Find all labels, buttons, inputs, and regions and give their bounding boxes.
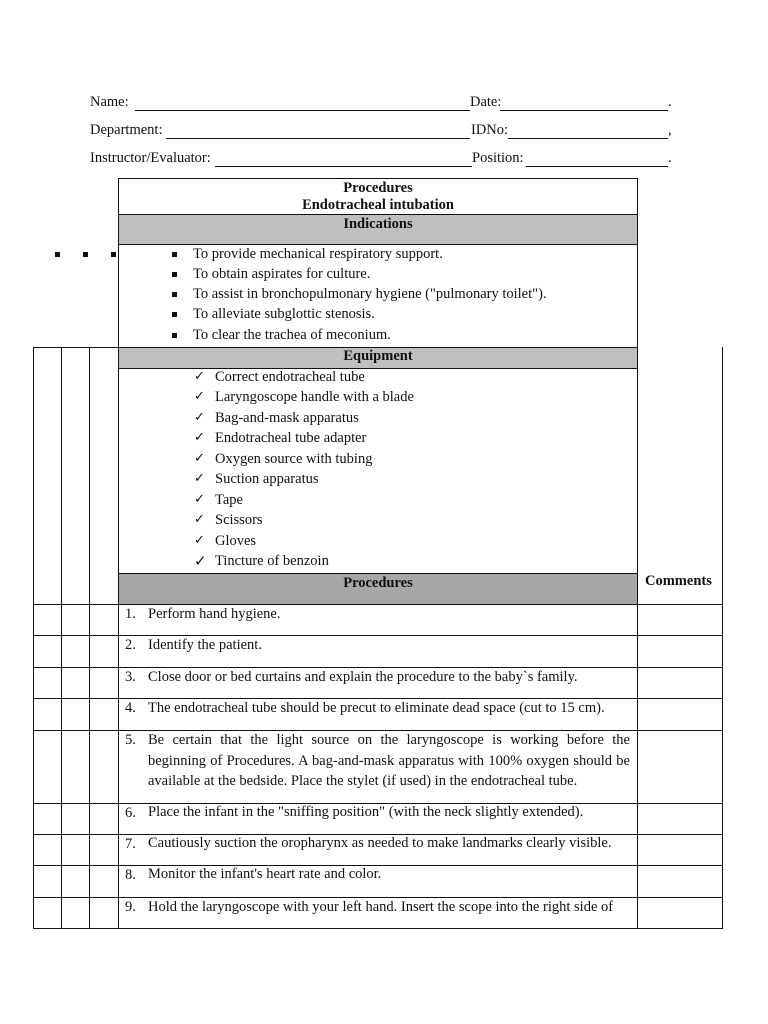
table-top-border — [118, 178, 638, 179]
comments-heading: Comments — [645, 573, 712, 589]
step-text: Perform hand hygiene. — [148, 606, 281, 622]
indications-heading: Indications — [343, 216, 413, 232]
check-icon: ✓ — [194, 552, 207, 570]
step-number: 9. — [125, 899, 136, 915]
position-end-mark: . — [668, 150, 672, 166]
instructor-field[interactable] — [215, 166, 472, 167]
list-item: Laryngoscope handle with a blade — [215, 389, 414, 405]
idno-end-mark: , — [668, 122, 672, 138]
list-item: Bag-and-mask apparatus — [215, 410, 359, 426]
table-title: Procedures — [343, 180, 413, 196]
step-number: 7. — [125, 836, 136, 852]
table-left-border — [118, 178, 119, 929]
step-number: 3. — [125, 669, 136, 685]
list-item: To assist in bronchopulmonary hygiene ("pulmonary toilet"). — [193, 286, 547, 302]
check-icon: ✓ — [194, 451, 205, 466]
list-item: To obtain aspirates for culture. — [193, 266, 371, 282]
date-label: Date: — [470, 94, 502, 110]
name-date-row — [90, 94, 680, 114]
instructor-position-row — [90, 150, 680, 170]
list-item: Gloves — [215, 533, 257, 549]
list-item: Tape — [215, 492, 243, 508]
list-item: Scissors — [215, 512, 263, 528]
step-number: 1. — [125, 606, 136, 622]
stray-bullet — [83, 252, 88, 257]
step-text: The endotracheal tube should be precut to eliminate dead space (cut to 15 cm). — [148, 700, 605, 716]
step-text: Cautiously suction the oropharynx as needed to make landmarks clearly visible. — [148, 835, 612, 851]
bullet-icon — [172, 292, 177, 297]
department-field[interactable] — [166, 138, 470, 139]
step-text: Identify the patient. — [148, 637, 262, 653]
name-label: Name: — [90, 94, 129, 110]
date-field[interactable] — [500, 110, 668, 111]
step-text: Hold the laryngoscope with your left hand. Insert the scope into the right side of — [148, 899, 614, 915]
list-item: To provide mechanical respiratory support. — [193, 246, 443, 262]
score-col-border — [61, 347, 62, 929]
equipment-heading: Equipment — [343, 348, 413, 364]
check-icon: ✓ — [194, 492, 205, 507]
procedures-heading: Procedures — [343, 575, 413, 591]
score-col-border — [89, 347, 90, 929]
step-number: 2. — [125, 637, 136, 653]
step-number: 6. — [125, 805, 136, 821]
list-item: Endotracheal tube adapter — [215, 430, 367, 446]
step-number: 4. — [125, 700, 136, 716]
bullet-icon — [172, 312, 177, 317]
table-bottom-border — [33, 928, 723, 929]
idno-field[interactable] — [508, 138, 668, 139]
step-text: Be certain that the light source on the laryngoscope is working before the beginning of Procedures. A bag-and-mask apparatus with 100% oxygen should be available at the bedside. Place the stylet (if used) in the endotracheal tube. — [148, 732, 630, 789]
list-item: Suction apparatus — [215, 471, 319, 487]
score-col-border — [33, 347, 34, 929]
table-rule — [118, 244, 638, 245]
comments-col-border — [722, 347, 723, 929]
step-number: 8. — [125, 867, 136, 883]
idno-label: IDNo: — [471, 122, 509, 138]
check-icon: ✓ — [194, 410, 205, 425]
list-item: Tincture of benzoin — [215, 553, 329, 569]
list-item: Oxygen source with tubing — [215, 451, 373, 467]
bullet-icon — [172, 333, 177, 338]
date-end-mark: . — [668, 94, 672, 110]
check-icon: ✓ — [194, 533, 205, 548]
stray-bullet — [55, 252, 60, 257]
check-icon: ✓ — [194, 430, 205, 445]
bullet-icon — [172, 252, 177, 257]
check-icon: ✓ — [194, 512, 205, 527]
bullet-icon — [172, 272, 177, 277]
check-icon: ✓ — [194, 471, 205, 486]
table-rule — [118, 573, 638, 574]
list-item: To clear the trachea of meconium. — [193, 327, 391, 343]
check-icon: ✓ — [194, 389, 205, 404]
instructor-label: Instructor/Evaluator: — [90, 150, 211, 166]
check-icon: ✓ — [194, 369, 205, 384]
department-idno-row — [90, 122, 680, 142]
table-right-border — [637, 178, 638, 929]
step-text: Monitor the infant's heart rate and color. — [148, 866, 382, 882]
list-item: Correct endotracheal tube — [215, 369, 365, 385]
list-item: To alleviate subglottic stenosis. — [193, 306, 375, 322]
stray-bullet — [111, 252, 116, 257]
step-number: 5. — [125, 732, 136, 748]
table-subtitle: Endotracheal intubation — [302, 197, 454, 213]
position-label: Position: — [472, 150, 524, 166]
step-text: Close door or bed curtains and explain the procedure to the baby`s family. — [148, 669, 578, 685]
name-field[interactable] — [135, 110, 470, 111]
step-text: Place the infant in the "sniffing position" (with the neck slightly extended). — [148, 804, 584, 820]
position-field[interactable] — [526, 166, 668, 167]
table-rule — [118, 214, 638, 215]
department-label: Department: — [90, 122, 163, 138]
